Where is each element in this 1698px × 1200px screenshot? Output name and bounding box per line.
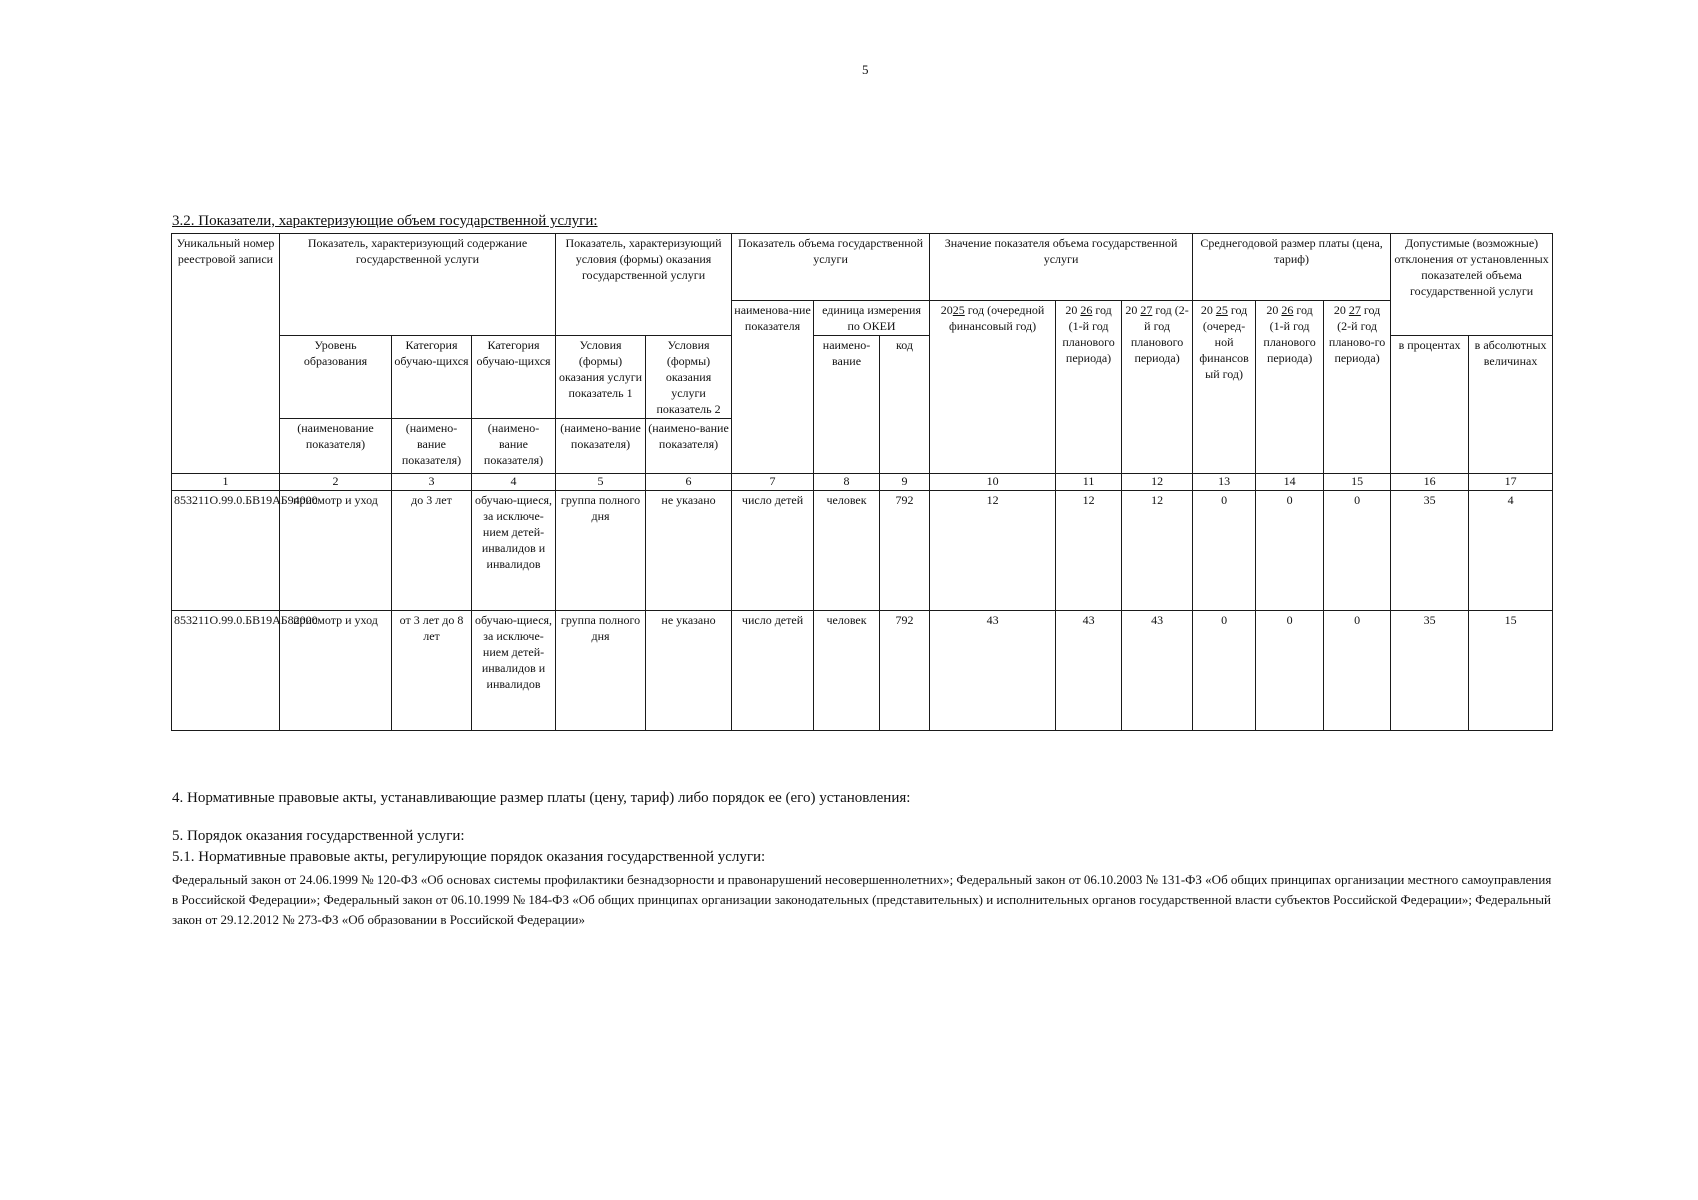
column-number: 14: [1256, 473, 1324, 490]
year-suffix: 26: [1281, 302, 1294, 317]
year-suffix: 27: [1348, 302, 1361, 317]
table-cell: группа полного дня: [556, 490, 646, 610]
header-sub-name-4: (наимено-вание показателя): [556, 418, 646, 473]
header-okei-code: код: [880, 335, 930, 473]
header-in-absolute: в абсолютных величинах: [1469, 335, 1553, 473]
header-cat-students-2: Категория обучаю-щихся: [472, 335, 556, 418]
year-prefix: 20: [1200, 302, 1213, 317]
header-indicator-name: наименова-ние показателя: [732, 300, 814, 473]
year-prefix: 20: [1333, 302, 1346, 317]
column-number: 4: [472, 473, 556, 490]
header-vol-2027: [1122, 300, 1193, 473]
header-cond-1: Условия (формы) оказания услуги показатель 1: [556, 335, 646, 418]
table-cell: обучаю-щиеся, за исключе-нием детей-инвалидов и инвалидов: [472, 610, 556, 730]
table-cell: 0: [1193, 490, 1256, 610]
header-vol-2026-text: год (1-й год планового периода): [1062, 302, 1115, 365]
column-number: 9: [880, 473, 930, 490]
header-sub-name-5: (наимено-вание показателя): [646, 418, 732, 473]
column-number: 2: [280, 473, 392, 490]
column-number: 11: [1056, 473, 1122, 490]
column-number: 10: [930, 473, 1056, 490]
header-fee-2027: [1324, 300, 1391, 473]
header-row-1: [172, 234, 1553, 301]
table-cell: 35: [1391, 610, 1469, 730]
header-okei-name: наимено-вание: [814, 335, 880, 473]
column-number: 16: [1391, 473, 1469, 490]
column-number: 3: [392, 473, 472, 490]
year-prefix: 20: [940, 302, 953, 317]
header-sub-name-3: (наимено-вание показателя): [472, 418, 556, 473]
table-cell: 4: [1469, 490, 1553, 610]
year-prefix: 20: [1125, 302, 1138, 317]
header-avg-fee: Среднегодовой размер платы (цена, тариф): [1193, 234, 1391, 301]
section-3-2-caption: [172, 213, 598, 230]
table-cell: не указано: [646, 490, 732, 610]
header-fee-2025-text: год (очеред-ной финансов ый год): [1199, 302, 1249, 381]
table-cell: человек: [814, 610, 880, 730]
header-okei-unit: единица измерения по ОКЕИ: [814, 300, 930, 335]
column-numbers-row: [172, 473, 1553, 490]
header-condition-indicator: Показатель, характеризующий условия (формы) оказания государственной услуги: [556, 234, 732, 336]
year-suffix: 25: [952, 302, 965, 317]
year-suffix: 26: [1080, 302, 1093, 317]
table-cell: 0: [1193, 610, 1256, 730]
year-prefix: 20: [1065, 302, 1078, 317]
column-number: 1: [172, 473, 280, 490]
header-fee-2026-text: год (1-й год планового периода): [1263, 302, 1316, 365]
section-5-1-text: 5.1. Нормативные правовые акты, регулирующие порядок оказания государственной услуги:: [172, 849, 766, 865]
table-cell: 0: [1324, 490, 1391, 610]
header-deviations: [1391, 234, 1553, 301]
header-vol-2027-text: год (2-й год планового периода): [1130, 302, 1189, 365]
year-suffix: 25: [1215, 302, 1228, 317]
table-cell: 12: [930, 490, 1056, 610]
table-cell: 0: [1256, 490, 1324, 610]
column-number: 8: [814, 473, 880, 490]
table-cell: присмотр и уход: [280, 490, 392, 610]
header-unique-number: Уникальный номер реестровой записи: [172, 234, 280, 474]
page-number: 5: [862, 62, 869, 77]
table-row: [172, 610, 1553, 730]
column-number: 12: [1122, 473, 1193, 490]
header-deviations-text: Допустимые (возможные) отклонения от установленных показателей объема государственной услуги: [1394, 236, 1549, 298]
header-level-edu: Уровень образования: [280, 335, 392, 418]
section-4-text: 4. Нормативные правовые акты, устанавливающие размер платы (цену, тариф) либо порядок ее (его) установления:: [172, 790, 911, 806]
column-number: 13: [1193, 473, 1256, 490]
year-prefix: 20: [1266, 302, 1279, 317]
year-suffix: 27: [1140, 302, 1153, 317]
table-cell: 43: [930, 610, 1056, 730]
laws-text: Федеральный закон от 24.06.1999 № 120-ФЗ «Об основах системы профилактики безнадзорности и правонарушений несовершеннолетних»; Федеральный закон от 06.10.2003 № 131-ФЗ «Об общих принципах организации местного самоуправления в Российской Федерации»; Федеральный закон от 06.10.1999 № 184-ФЗ «Об общих принципах организации законодательных (представительных) и исполнительных органов государственной власти субъектов Российской Федерации»; Федеральный закон от 29.12.2012 № 273-ФЗ «Об образовании в Российской Федерации»: [172, 872, 1552, 927]
header-fee-2026: [1256, 300, 1324, 473]
table-cell: 792: [880, 610, 930, 730]
column-number: 6: [646, 473, 732, 490]
column-number: 5: [556, 473, 646, 490]
header-cond-2: Условия (формы) оказания услуги показатель 2: [646, 335, 732, 418]
table-cell: 853211О.99.0.БВ19АБ82000: [172, 610, 280, 730]
header-in-percent: в процентах: [1391, 335, 1469, 473]
header-sub-name-1: (наименование показателя): [280, 418, 392, 473]
table-cell: 792: [880, 490, 930, 610]
header-vol-2026: [1056, 300, 1122, 473]
header-volume-value: Значение показателя объема государственной услуги: [930, 234, 1193, 301]
header-deviations-cont: [1391, 300, 1553, 335]
table-cell: 12: [1056, 490, 1122, 610]
header-fee-2025: [1193, 300, 1256, 473]
column-number: 17: [1469, 473, 1553, 490]
table-cell: 35: [1391, 490, 1469, 610]
table-row: [172, 490, 1553, 610]
column-number: 15: [1324, 473, 1391, 490]
table-cell: 0: [1256, 610, 1324, 730]
table-cell: до 3 лет: [392, 490, 472, 610]
table-cell: обучаю-щиеся, за исключе-нием детей-инвалидов и инвалидов: [472, 490, 556, 610]
table-cell: 0: [1324, 610, 1391, 730]
volume-indicators-table: [171, 233, 1553, 731]
header-volume-indicator: Показатель объема государственной услуги: [732, 234, 930, 301]
header-vol-2025-text: год (очередной финансовый год): [948, 302, 1045, 333]
table-cell: не указано: [646, 610, 732, 730]
header-vol-2025: [930, 300, 1056, 473]
table-cell: присмотр и уход: [280, 610, 392, 730]
header-fee-2027-text: год (2-й год планово-го периода): [1328, 302, 1386, 365]
table-cell: 43: [1122, 610, 1193, 730]
table-cell: 853211О.99.0.БВ19АБ94000: [172, 490, 280, 610]
table-cell: число детей: [732, 610, 814, 730]
section-3-2-caption-text: 3.2. Показатели, характеризующие объем государственной услуги:: [172, 213, 598, 229]
header-sub-name-2: (наимено-вание показателя): [392, 418, 472, 473]
table-cell: 12: [1122, 490, 1193, 610]
column-number: 7: [732, 473, 814, 490]
table-cell: человек: [814, 490, 880, 610]
table-cell: группа полного дня: [556, 610, 646, 730]
table-cell: число детей: [732, 490, 814, 610]
table-cell: 43: [1056, 610, 1122, 730]
section-5-text: 5. Порядок оказания государственной услуги:: [172, 828, 465, 844]
table-cell: от 3 лет до 8 лет: [392, 610, 472, 730]
header-content-indicator: Показатель, характеризующий содержание государственной услуги: [280, 234, 556, 336]
table-cell: 15: [1469, 610, 1553, 730]
header-cat-students-1: Категория обучаю-щихся: [392, 335, 472, 418]
